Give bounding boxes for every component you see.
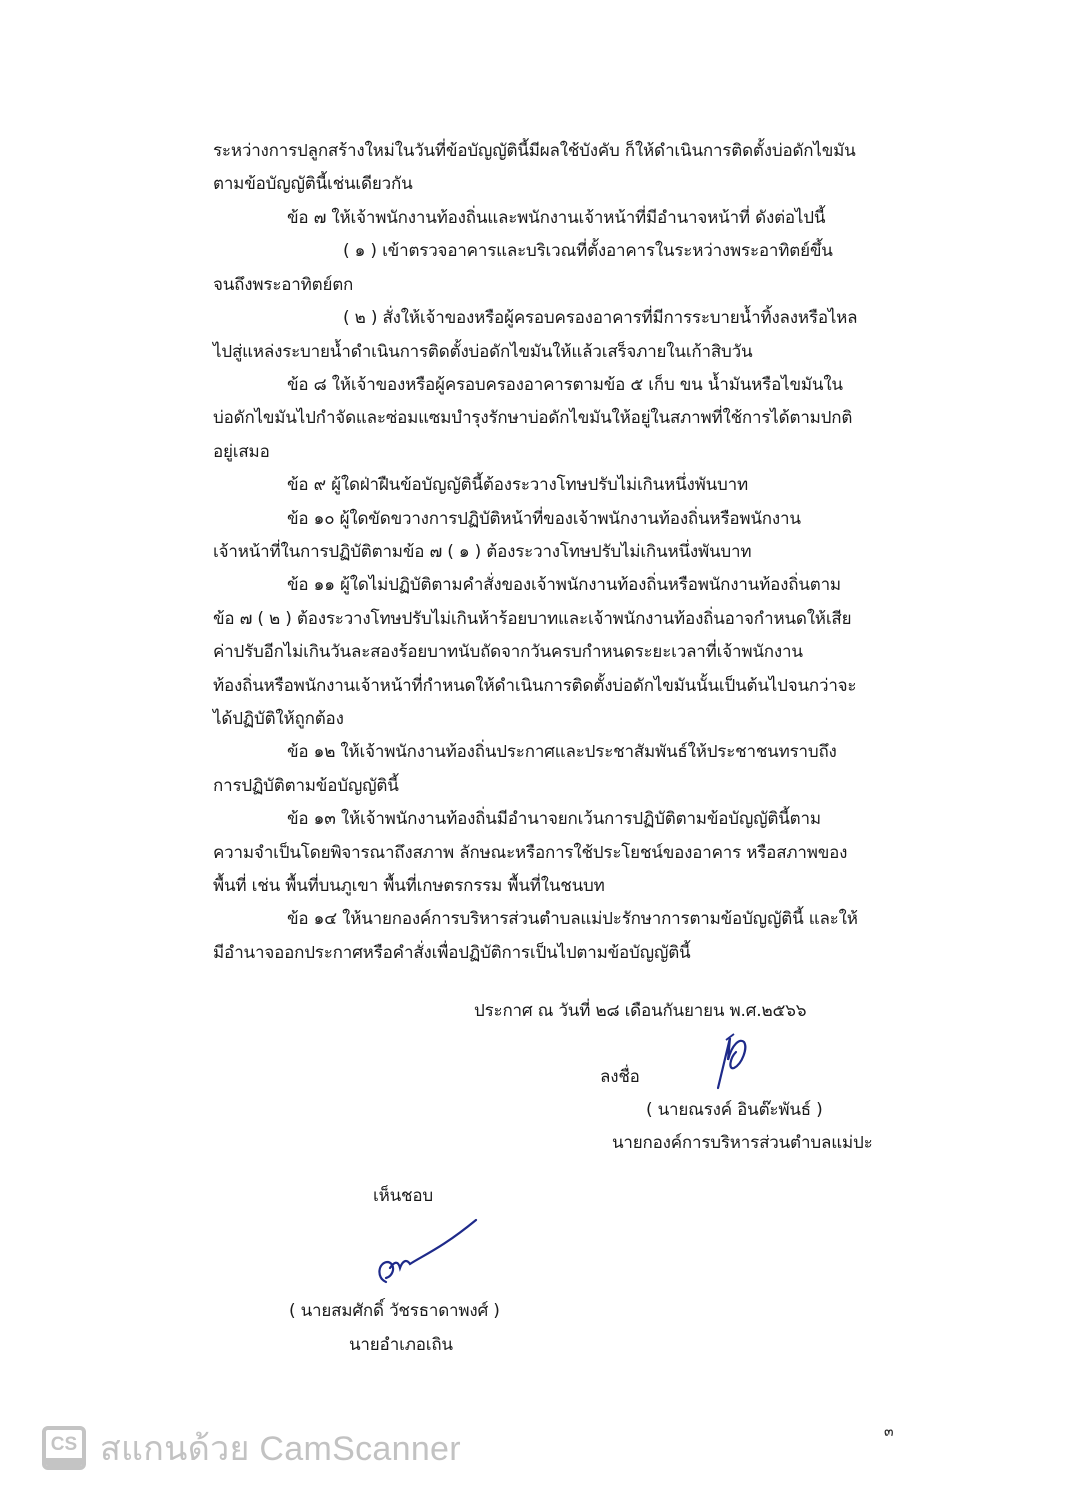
body-line: บ่อดักไขมันไปกำจัดและซ่อมแซมบำรุงรักษาบ่อดักไขมันให้อยู่ในสภาพที่ใช้การได้ตามปกติ <box>213 408 853 428</box>
body-line: ข้อ ๙ ผู้ใดฝ่าฝืนข้อบัญญัตินี้ต้องระวางโทษปรับไม่เกินหนึ่งพันบาท <box>287 475 748 495</box>
body-line: ได้ปฏิบัติให้ถูกต้อง <box>213 709 344 729</box>
camscanner-logo-icon: CS <box>42 1426 86 1470</box>
sign-label: ลงชื่อ <box>600 1067 640 1087</box>
mayor-title: นายกองค์การบริหารส่วนตำบลแม่ปะ <box>612 1133 873 1153</box>
body-line: ข้อ ๑๒ ให้เจ้าพนักงานท้องถิ่นประกาศและประชาสัมพันธ์ให้ประชาชนทราบถึง <box>287 742 837 762</box>
body-line: ระหว่างการปลูกสร้างใหม่ในวันที่ข้อบัญญัตินี้มีผลใช้บังคับ ก็ให้ดำเนินการติดตั้งบ่อดักไขมัน <box>213 141 856 161</box>
body-line: อยู่เสมอ <box>213 442 270 462</box>
signature-district-chief <box>372 1212 482 1292</box>
body-line: พื้นที่ เช่น พื้นที่บนภูเขา พื้นที่เกษตรกรรม พื้นที่ในชนบท <box>213 876 605 896</box>
body-line: มีอำนาจออกประกาศหรือคำสั่งเพื่อปฏิบัติการเป็นไปตามข้อบัญญัตินี้ <box>213 943 691 963</box>
watermark-text: สแกนด้วย CamScanner <box>100 1430 461 1468</box>
page-number: ๓ <box>884 1424 894 1440</box>
body-line: ความจำเป็นโดยพิจารณาถึงสภาพ ลักษณะหรือการใช้ประโยชน์ของอาคาร หรือสภาพของ <box>213 843 848 863</box>
body-line: ( ๒ ) สั่งให้เจ้าของหรือผู้ครอบครองอาคารที่มีการระบายน้ำทิ้งลงหรือไหล <box>343 308 858 328</box>
camscanner-watermark <box>42 1421 461 1475</box>
body-line: การปฏิบัติตามข้อบัญญัตินี้ <box>213 776 399 796</box>
body-line: ข้อ ๗ ( ๒ ) ต้องระวางโทษปรับไม่เกินห้าร้อยบาทและเจ้าพนักงานท้องถิ่นอาจกำหนดให้เสีย <box>213 609 852 629</box>
body-line: ค่าปรับอีกไม่เกินวันละสองร้อยบาทนับถัดจากวันครบกำหนดระยะเวลาที่เจ้าพนักงาน <box>213 642 803 662</box>
body-line: ท้องถิ่นหรือพนักงานเจ้าหน้าที่กำหนดให้ดำเนินการติดตั้งบ่อดักไขมันนั้นเป็นต้นไปจนกว่าจะ <box>213 676 857 696</box>
body-line: จนถึงพระอาทิตย์ตก <box>213 275 354 295</box>
body-line: ข้อ ๑๑ ผู้ใดไม่ปฏิบัติตามคำสั่งของเจ้าพนักงานท้องถิ่นหรือพนักงานท้องถิ่นตาม <box>287 575 841 595</box>
body-line: ( ๑ ) เข้าตรวจอาคารและบริเวณที่ตั้งอาคารในระหว่างพระอาทิตย์ขึ้น <box>343 241 833 261</box>
district-chief-title: นายอำเภอเถิน <box>349 1335 453 1355</box>
body-line: ข้อ ๑๐ ผู้ใดขัดขวางการปฏิบัติหน้าที่ของเจ้าพนักงานท้องถิ่นหรือพนักงาน <box>287 509 801 529</box>
body-line: เจ้าหน้าที่ในการปฏิบัติตามข้อ ๗ ( ๑ ) ต้องระวางโทษปรับไม่เกินหนึ่งพันบาท <box>213 542 752 562</box>
signature-mayor <box>706 1030 766 1092</box>
body-line: ข้อ ๑๓ ให้เจ้าพนักงานท้องถิ่นมีอำนาจยกเว้นการปฏิบัติตามข้อบัญญัตินี้ตาม <box>287 809 821 829</box>
announcement-date: ประกาศ ณ วันที่ ๒๘ เดือนกันยายน พ.ศ.๒๕๖๖ <box>474 1001 807 1021</box>
body-line: ข้อ ๘ ให้เจ้าของหรือผู้ครอบครองอาคารตามข้อ ๕ เก็บ ขน น้ำมันหรือไขมันใน <box>287 375 843 395</box>
district-chief-name: ( นายสมศักดิ์ วัชรธาดาพงศ์ ) <box>289 1301 500 1321</box>
mayor-name: ( นายณรงค์ อินต๊ะพันธ์ ) <box>646 1100 823 1120</box>
approval-label: เห็นชอบ <box>373 1186 433 1206</box>
body-line: ตามข้อบัญญัตินี้เช่นเดียวกัน <box>213 174 413 194</box>
body-line: ไปสู่แหล่งระบายน้ำดำเนินการติดตั้งบ่อดักไขมันให้แล้วเสร็จภายในเก้าสิบวัน <box>213 342 753 362</box>
body-line: ข้อ ๑๔ ให้นายกองค์การบริหารส่วนตำบลแม่ปะรักษาการตามข้อบัญญัตินี้ และให้ <box>287 909 858 929</box>
body-line: ข้อ ๗ ให้เจ้าพนักงานท้องถิ่นและพนักงานเจ้าหน้าที่มีอำนาจหน้าที่ ดังต่อไปนี้ <box>287 208 826 228</box>
